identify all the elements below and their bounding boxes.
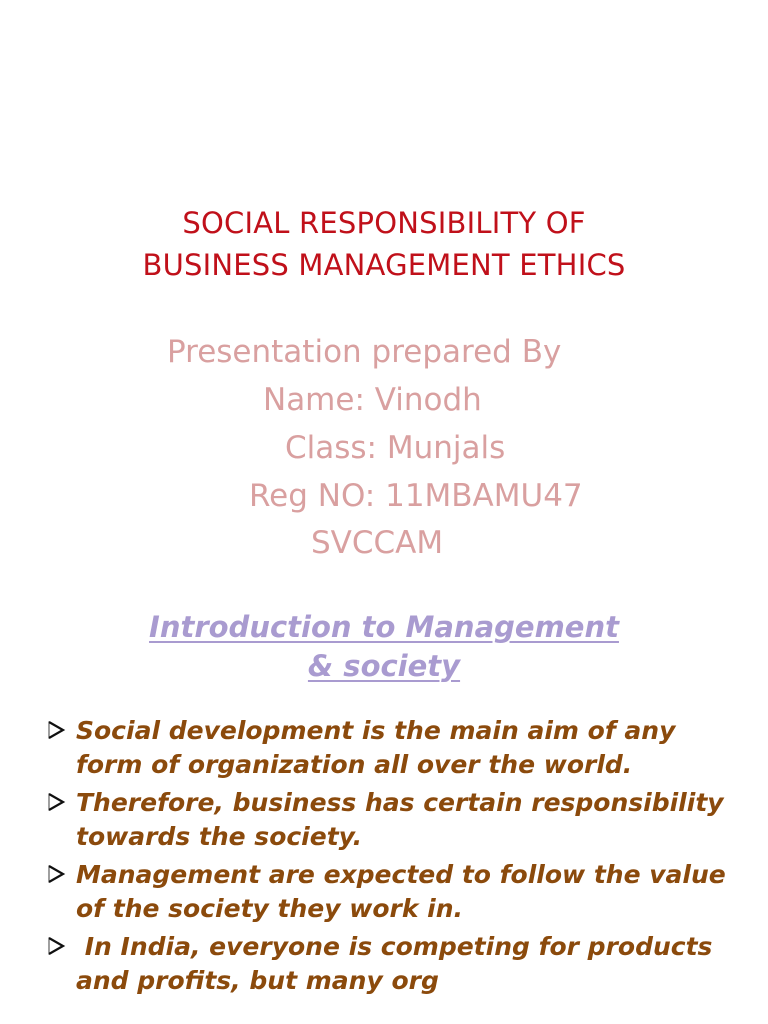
list-item xyxy=(46,858,746,926)
arrowhead-bullet-icon xyxy=(46,714,70,748)
arrowhead-bullet-icon xyxy=(46,786,70,820)
intro-heading-line-1: Introduction to Management xyxy=(149,610,619,644)
arrowhead-bullet-icon xyxy=(46,858,70,892)
institution-name: SVCCAM xyxy=(311,525,444,561)
author-class: Class: Munjals xyxy=(285,430,506,466)
intro-heading xyxy=(0,608,768,686)
bullet-list xyxy=(46,714,746,1002)
slide-title xyxy=(0,202,768,286)
list-item xyxy=(46,930,746,998)
bullet-text: Management are expected to follow the value of the society they work in. xyxy=(76,860,726,923)
list-item xyxy=(46,714,746,782)
slide-title-line-1: SOCIAL RESPONSIBILITY OF xyxy=(182,206,586,240)
bullet-text: Social development is the main aim of any form of organization all over the world. xyxy=(76,716,676,779)
author-name: Name: Vinodh xyxy=(263,382,482,418)
bullet-text: In India, everyone is competing for products and profits, but many org xyxy=(76,932,722,995)
author-reg-no: Reg NO: 11MBAMU47 xyxy=(249,478,583,514)
bullet-text: Therefore, business has certain responsibility towards the society. xyxy=(76,788,724,851)
list-item xyxy=(46,786,746,854)
slide-title-line-2: BUSINESS MANAGEMENT ETHICS xyxy=(142,248,626,282)
prepared-by-text: Presentation prepared By xyxy=(167,334,562,370)
arrowhead-bullet-icon xyxy=(46,930,70,964)
intro-heading-line-2: & society xyxy=(307,649,461,683)
